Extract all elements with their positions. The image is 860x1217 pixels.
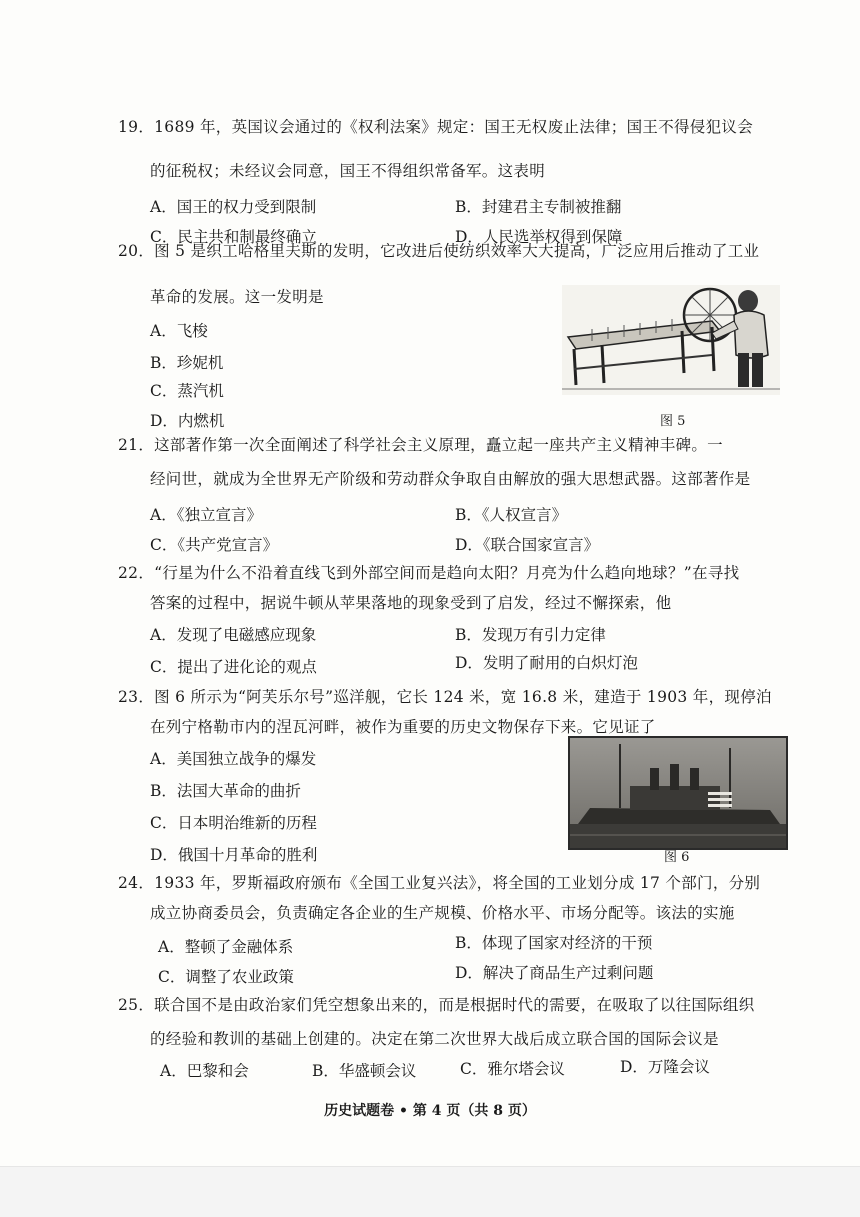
q20-option-a: A．飞梭 <box>150 322 208 340</box>
q22-option-a: A．发现了电磁感应现象 <box>150 626 317 644</box>
q20-option-b: B．珍妮机 <box>150 354 224 372</box>
q23-option-b: B．法国大革命的曲折 <box>150 782 301 800</box>
q19-option-c: C．民主共和制最终确立 <box>150 228 317 246</box>
q21-stem-line1: 21．这部著作第一次全面阐述了科学社会主义原理，矗立起一座共产主义精神丰碑。一 <box>118 436 723 454</box>
q25-stem-line1: 25．联合国不是由政治家们凭空想象出来的，而是根据时代的需要，在吸取了以往国际组织 <box>118 996 755 1014</box>
spinning-jenny-illustration <box>562 285 780 395</box>
q19-option-a: A．国王的权力受到限制 <box>150 198 317 216</box>
q23-stem-line2: 在列宁格勒市内的涅瓦河畔，被作为重要的历史文物保存下来。它见证了 <box>150 718 656 736</box>
q24-option-c: C．调整了农业政策 <box>158 968 294 986</box>
q19-option-b: B．封建君主专制被推翻 <box>455 198 622 216</box>
q19-option-d: D．人民选举权得到保障 <box>455 228 623 246</box>
q20-option-d: D．内燃机 <box>150 412 225 430</box>
q21-option-a: A．《独立宣言》 <box>150 506 262 524</box>
q20-option-c: C．蒸汽机 <box>150 382 224 400</box>
q20-stem-line2: 革命的发展。这一发明是 <box>150 288 324 306</box>
q21-option-d: D．《联合国家宣言》 <box>455 536 600 554</box>
q20-stem-line1: 20．图 5 是织工哈格里夫斯的发明，它改进后使纺织效率大大提高，广泛应用后推动了工业 <box>118 242 760 260</box>
cruiser-aurora-photo <box>568 736 788 850</box>
q22-option-c: C．提出了进化论的观点 <box>150 658 317 676</box>
q22-stem-line2: 答案的过程中，据说牛顿从苹果落地的现象受到了启发，经过不懈探索，他 <box>150 594 672 612</box>
q19-stem-line2: 的征税权；未经议会同意，国王不得组织常备军。这表明 <box>150 162 546 180</box>
q23-stem-line1: 23．图 6 所示为“阿芙乐尔号”巡洋舰，它长 124 米，宽 16.8 米，建造于 1903 年，现停泊 <box>118 688 772 706</box>
page-footer: 历史试题卷 • 第 4 页（共 8 页） <box>324 1103 536 1119</box>
bottom-margin-band <box>0 1166 860 1217</box>
q22-option-b: B．发现万有引力定律 <box>455 626 606 644</box>
q22-option-d: D．发明了耐用的白炽灯泡 <box>455 654 638 672</box>
q25-stem-line2: 的经验和教训的基础上创建的。决定在第二次世界大战后成立联合国的国际会议是 <box>150 1030 719 1048</box>
figure-5-caption: 图 5 <box>660 414 686 429</box>
q23-option-d: D．俄国十月革命的胜利 <box>150 846 318 864</box>
q25-option-a: A．巴黎和会 <box>160 1062 249 1080</box>
figure-6-caption: 图 6 <box>664 850 690 865</box>
q24-stem-line2: 成立协商委员会，负责确定各企业的生产规模、价格水平、市场分配等。该法的实施 <box>150 904 735 922</box>
q24-option-d: D．解决了商品生产过剩问题 <box>455 964 654 982</box>
q21-option-c: C．《共产党宣言》 <box>150 536 279 554</box>
q23-option-c: C．日本明治维新的历程 <box>150 814 317 832</box>
q25-option-c: C．雅尔塔会议 <box>460 1060 565 1078</box>
q24-stem-line1: 24．1933 年，罗斯福政府颁布《全国工业复兴法》，将全国的工业划分成 17 个部门，分别 <box>118 874 761 892</box>
q21-option-b: B．《人权宣言》 <box>455 506 568 524</box>
q23-option-a: A．美国独立战争的爆发 <box>150 750 317 768</box>
q21-stem-line2: 经问世，就成为全世界无产阶级和劳动群众争取自由解放的强大思想武器。这部著作是 <box>150 470 751 488</box>
q24-option-b: B．体现了国家对经济的干预 <box>455 934 653 952</box>
q19-stem-line1: 19．1689 年，英国议会通过的《权利法案》规定：国王无权废止法律；国王不得侵犯议会 <box>118 118 753 136</box>
q22-stem-line1: 22．“行星为什么不沿着直线飞到外部空间而是趋向太阳？月亮为什么趋向地球？”在寻找 <box>118 564 740 582</box>
q25-option-b: B．华盛顿会议 <box>312 1062 417 1080</box>
q24-option-a: A．整顿了金融体系 <box>158 938 294 956</box>
q25-option-d: D．万隆会议 <box>620 1058 710 1076</box>
